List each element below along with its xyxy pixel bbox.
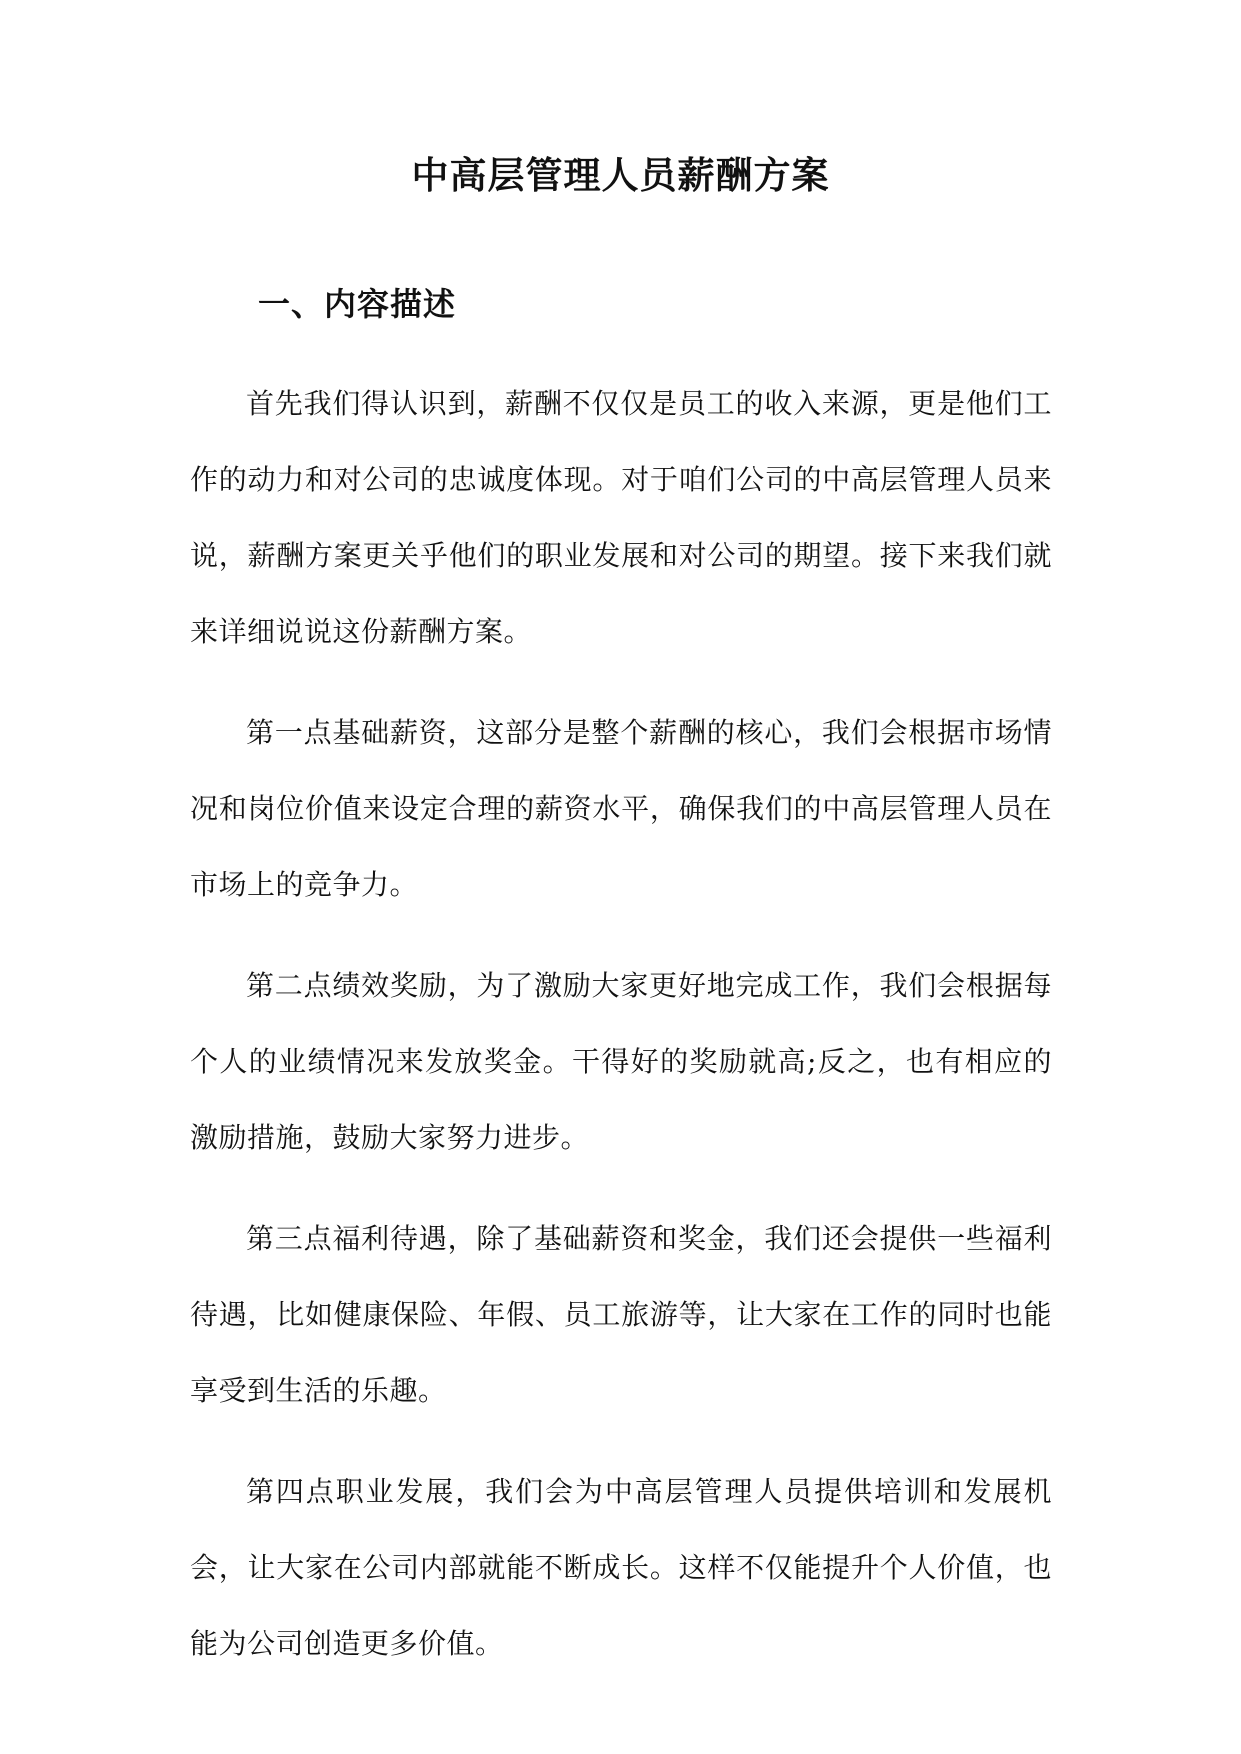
paragraph-intro: 首先我们得认识到，薪酬不仅仅是员工的收入来源，更是他们工作的动力和对公司的忠诚度体现。对于咱们公司的中高层管理人员来说，薪酬方案更关乎他们的职业发展和对公司的期望。接下来我们就来详细说说这份薪酬方案。 <box>190 387 1052 648</box>
paragraph-benefits: 第三点福利待遇，除了基础薪资和奖金，我们还会提供一些福利待遇，比如健康保险、年假、员工旅游等，让大家在工作的同时也能享受到生活的乐趣。 <box>190 1222 1052 1407</box>
section-heading: 一、内容描述 <box>258 285 457 323</box>
paragraph-base-salary: 第一点基础薪资，这部分是整个薪酬的核心，我们会根据市场情况和岗位价值来设定合理的薪资水平，确保我们的中高层管理人员在市场上的竞争力。 <box>190 716 1052 901</box>
document-body <box>190 366 1052 1707</box>
document-title: 中高层管理人员薪酬方案 <box>411 153 830 197</box>
paragraph-career-development: 第四点职业发展，我们会为中高层管理人员提供培训和发展机会，让大家在公司内部就能不断成长。这样不仅能提升个人价值，也能为公司创造更多价值。 <box>190 1475 1052 1660</box>
paragraph-performance-bonus: 第二点绩效奖励，为了激励大家更好地完成工作，我们会根据每个人的业绩情况来发放奖金。干得好的奖励就高;反之，也有相应的激励措施，鼓励大家努力进步。 <box>190 969 1052 1154</box>
